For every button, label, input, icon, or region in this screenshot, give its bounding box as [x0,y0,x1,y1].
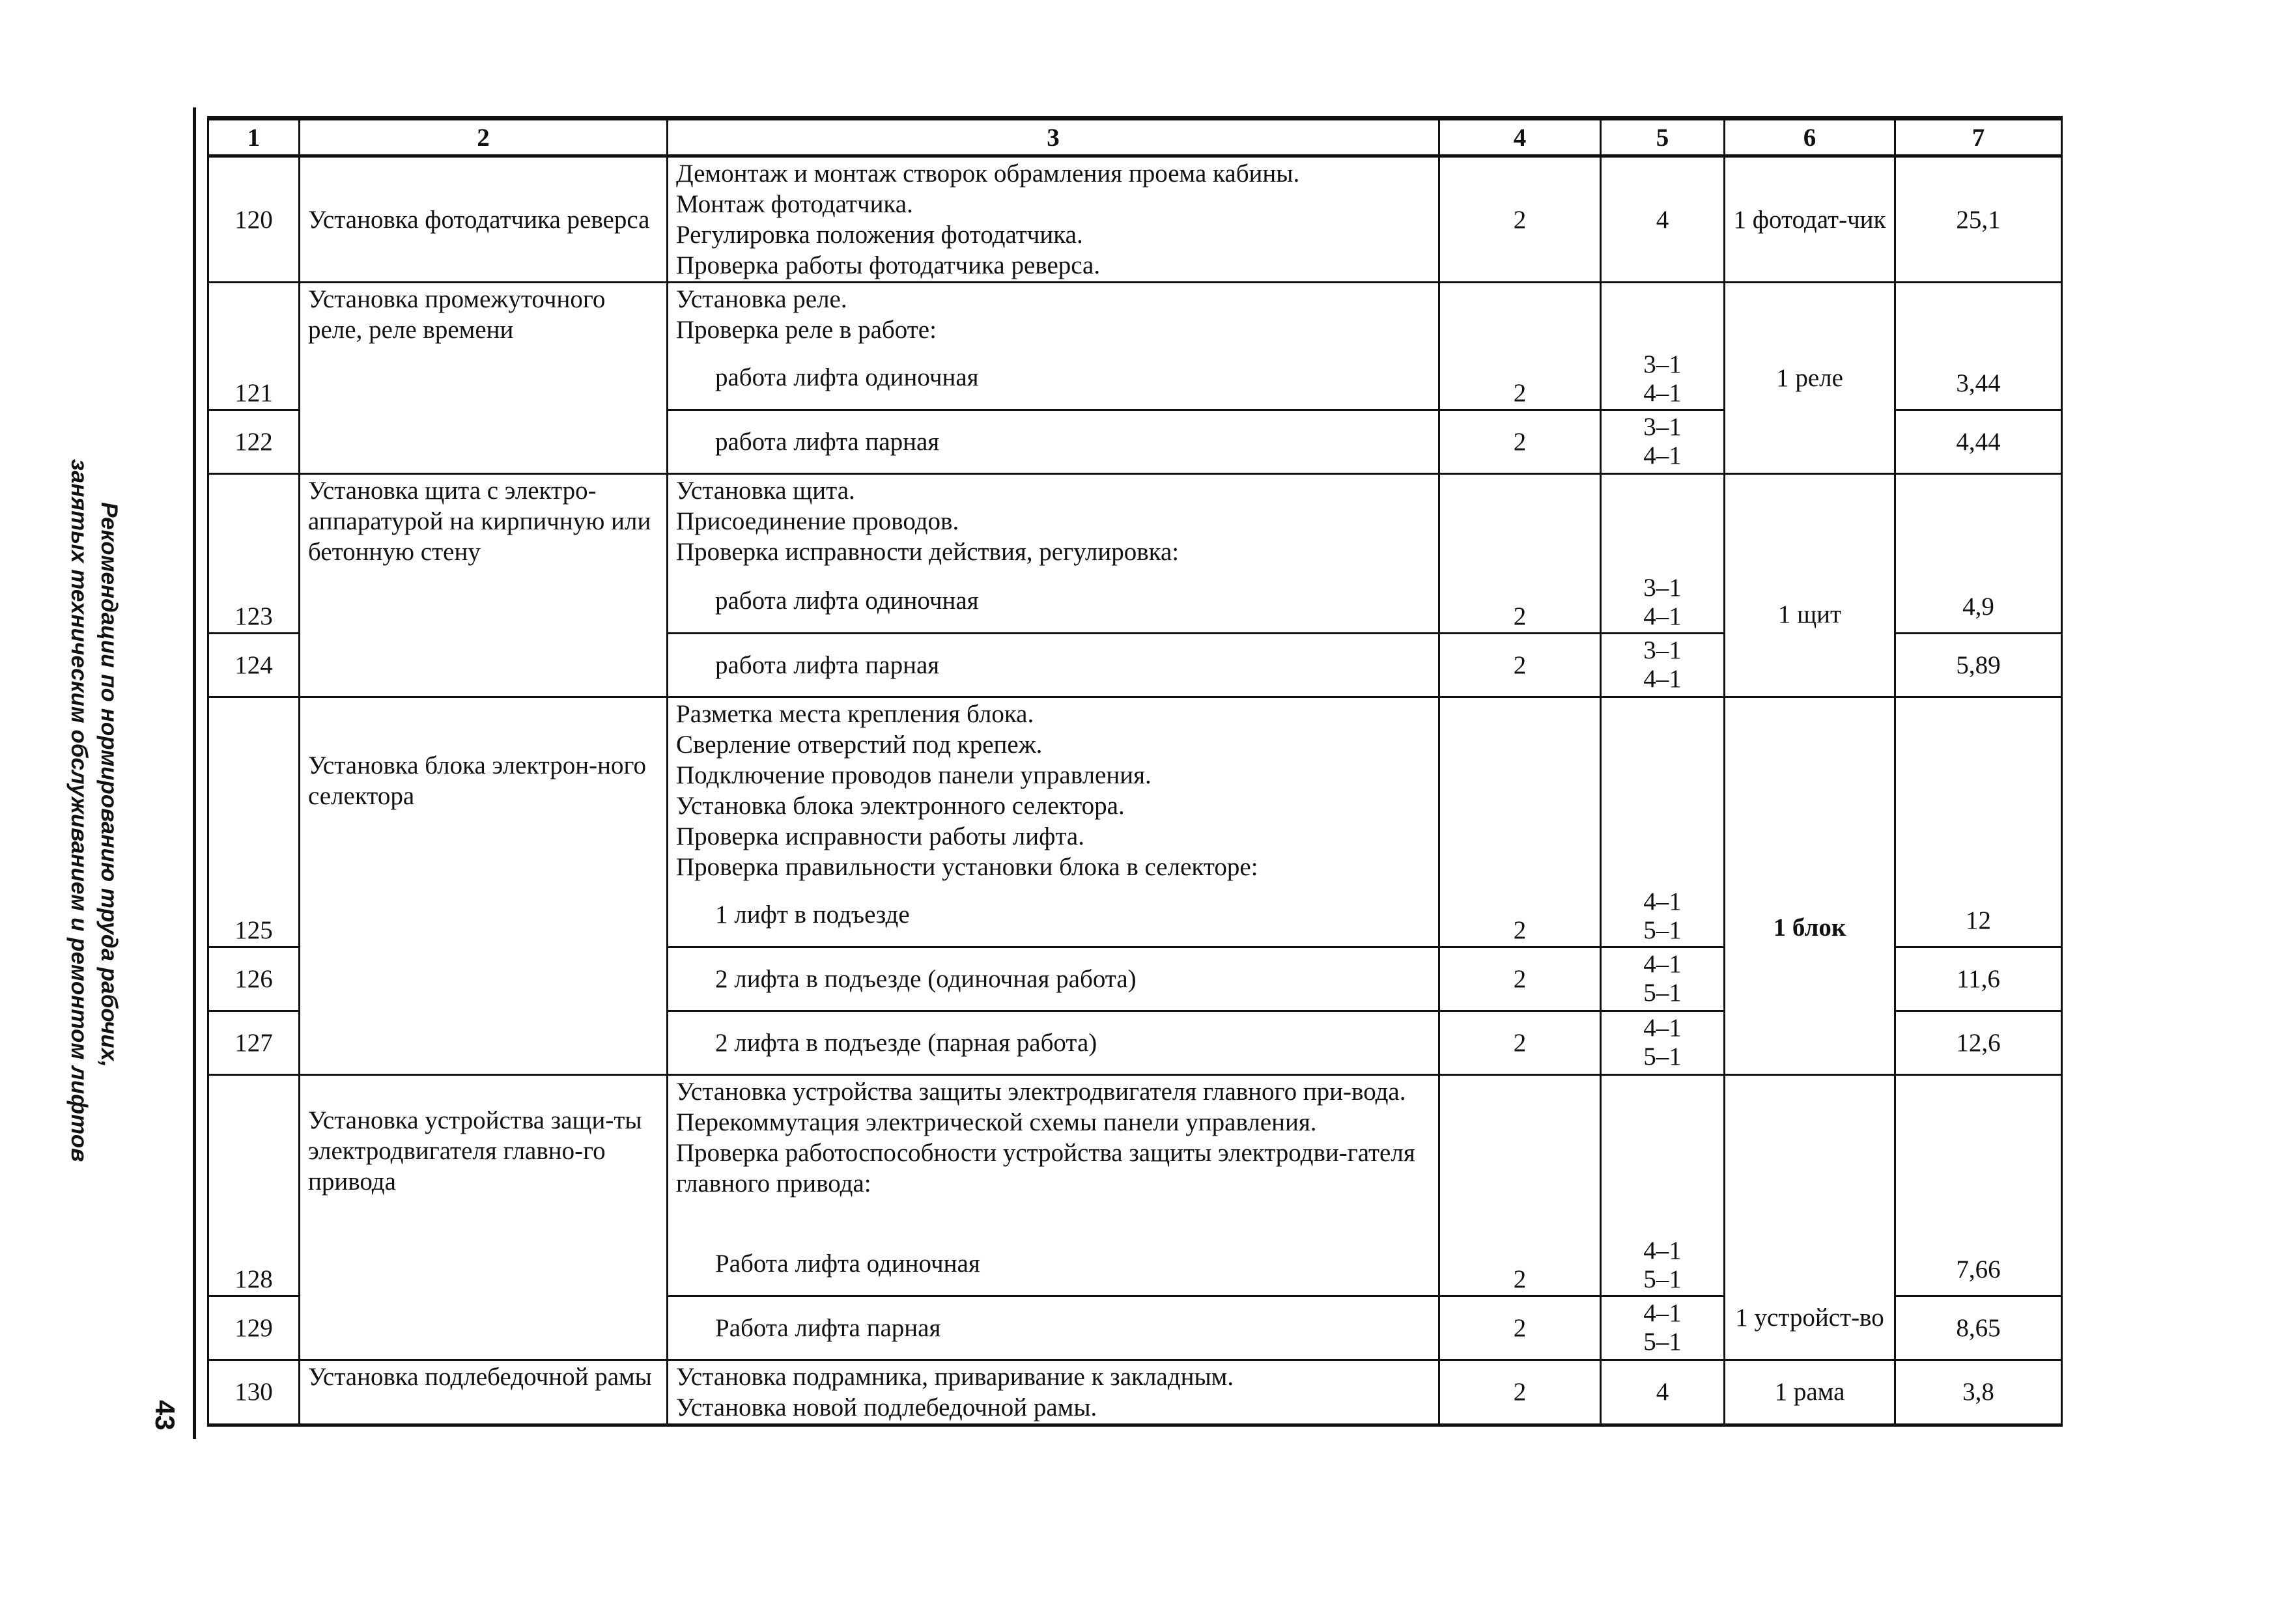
col4-value: 2 [1439,1360,1601,1425]
row-number: 127 [208,1011,300,1074]
col5-bottom: 5–1 [1643,916,1682,944]
header-col-1: 1 [208,119,300,156]
header-col-3: 3 [668,119,1439,156]
col5-top: 4–1 [1643,950,1682,978]
row-number: 122 [208,410,300,473]
work-name: Установка фотодатчика реверса [300,156,668,283]
work-name: Установка промежуточного реле, реле времени [300,283,668,474]
row-number: 124 [208,633,300,697]
row-130 [208,1360,2062,1425]
time-norm: 3,8 [1895,1360,2062,1425]
operation: 2 лифта в подъезде (парная работа) [668,1011,1439,1074]
content-line: Установка блока электронного селектора. [676,791,1125,820]
operation: работа лифта одиночная [668,569,1439,633]
content-line: Проверка исправности работы лифта. [676,822,1084,850]
operation: 1 лифт в подъезде [668,883,1439,947]
time-norm: 12 [1895,697,2062,947]
content-line: Подключение проводов панели управления. [676,761,1152,789]
content-line: Сверление отверстий под крепеж. [676,730,1043,759]
col5-top: 3–1 [1643,573,1682,602]
work-content [668,283,1439,346]
header-col-4: 4 [1439,119,1601,156]
col5-bottom: 5–1 [1643,1043,1682,1071]
work-name: Установка устройства защи-ты электродвигателя главно-го привода [300,1074,668,1360]
time-norm: 3,44 [1895,283,2062,410]
work-content [668,697,1439,883]
content-line: Установка реле. [676,285,847,313]
header-col-7: 7 [1895,119,2062,156]
operation: работа лифта парная [668,633,1439,697]
col5-value [1601,283,1725,410]
content-line: Установка подрамника, приваривание к закладным. [676,1362,1234,1391]
content-line: Установка щита. [676,476,855,505]
col5-bottom: 4–1 [1643,665,1682,693]
content-line: Проверка правильности установки блока в селекторе: [676,852,1258,881]
col5-value [1601,473,1725,633]
work-name: Установка блока электрон-ного селектора [300,697,668,1074]
content-line: Присоединение проводов. [676,507,959,535]
col5-top: 3–1 [1643,350,1682,378]
work-content [668,1360,1439,1425]
content-line: Демонтаж и монтаж створок обрамления проема кабины. [676,160,1300,188]
content-line: Проверка работы фотодатчика реверса. [676,251,1101,279]
page-number: 43 [150,1400,180,1431]
work-content [668,156,1439,283]
work-content [668,473,1439,569]
work-name: Установка подлебедочной рамы [300,1360,668,1425]
margin-rule [193,107,196,1439]
col5-top: 3–1 [1643,413,1682,441]
operation: работа лифта одиночная [668,346,1439,410]
content-line: Перекоммутация электрической схемы панели управления. [676,1108,1317,1136]
row-number: 129 [208,1296,300,1360]
col5-bottom: 4–1 [1643,602,1682,630]
operation: работа лифта парная [668,410,1439,473]
row-number: 123 [208,473,300,633]
col5-bottom: 4–1 [1643,378,1682,407]
header-col-6: 6 [1725,119,1895,156]
col4-value: 2 [1439,947,1601,1011]
col5-value [1601,1074,1725,1296]
col5-bottom: 5–1 [1643,979,1682,1007]
col4-value: 2 [1439,1296,1601,1360]
time-norm: 25,1 [1895,156,2062,283]
col5-value: 4 [1601,1360,1725,1425]
side-title-line-1: Рекомендации по нормированию труда рабочих, [96,502,122,1067]
operation: Работа лифта одиночная [668,1232,1439,1296]
col5-top: 4–1 [1643,1014,1682,1042]
row-number: 125 [208,697,300,947]
row-number: 130 [208,1360,300,1425]
measure-unit: 1 устройст-во [1725,1074,1895,1360]
time-norm: 12,6 [1895,1011,2062,1074]
col4-value: 2 [1439,473,1601,633]
content-line: Проверка реле в работе: [676,316,937,344]
col5-top: 3–1 [1643,636,1682,664]
content-line: Проверка работоспособности устройства защиты электродви-гателя главного привода: [676,1138,1415,1197]
col5-value [1601,633,1725,697]
work-content [668,1074,1439,1232]
measure-unit: 1 реле [1725,283,1895,474]
col5-bottom: 5–1 [1643,1328,1682,1356]
col4-value: 2 [1439,697,1601,947]
measure-unit: 1 фотодат-чик [1725,156,1895,283]
side-title-line-2: занятых техническим обслуживанием и ремонтом лифтов [66,459,92,1162]
header-row [208,119,2062,156]
row-number: 126 [208,947,300,1011]
row-121-intro [208,283,2062,346]
content-line: Регулировка положения фотодатчика. [676,221,1083,249]
col5-bottom: 5–1 [1643,1265,1682,1293]
work-name: Установка щита с электро-аппаратурой на кирпичную или бетонную стену [300,473,668,697]
measure-unit: 1 блок [1725,697,1895,1074]
col4-value: 2 [1439,1074,1601,1296]
row-128-intro [208,1074,2062,1232]
content-line: Монтаж фотодатчика. [676,190,913,218]
row-number: 121 [208,283,300,410]
col4-value: 2 [1439,1011,1601,1074]
measure-unit: 1 рама [1725,1360,1895,1425]
col5-top: 4–1 [1643,887,1682,916]
header-col-5: 5 [1601,119,1725,156]
col4-value: 2 [1439,633,1601,697]
content-line: Установка новой подлебедочной рамы. [676,1393,1097,1421]
col4-value: 2 [1439,283,1601,410]
norms-table [207,116,2063,1427]
col5-value [1601,697,1725,947]
row-number: 128 [208,1074,300,1296]
operation: Работа лифта парная [668,1296,1439,1360]
row-120 [208,156,2062,283]
side-running-title [64,459,124,1162]
operation: 2 лифта в подъезде (одиночная работа) [668,947,1439,1011]
time-norm: 4,44 [1895,410,2062,473]
time-norm: 5,89 [1895,633,2062,697]
col5-value [1601,1011,1725,1074]
content-line: Проверка исправности действия, регулировка: [676,537,1180,566]
col4-value: 2 [1439,156,1601,283]
col5-value: 4 [1601,156,1725,283]
col5-bottom: 4–1 [1643,441,1682,469]
row-123-intro [208,473,2062,569]
col5-value [1601,947,1725,1011]
col5-top: 4–1 [1643,1236,1682,1265]
time-norm: 11,6 [1895,947,2062,1011]
measure-unit: 1 щит [1725,473,1895,697]
header-col-2: 2 [300,119,668,156]
content-line: Разметка места крепления блока. [676,699,1034,728]
time-norm: 4,9 [1895,473,2062,633]
row-number: 120 [208,156,300,283]
col5-top: 4–1 [1643,1299,1682,1327]
content-line: Установка устройства защиты электродвигателя главного при-вода. [676,1077,1406,1106]
time-norm: 7,66 [1895,1074,2062,1296]
col5-value [1601,410,1725,473]
col4-value: 2 [1439,410,1601,473]
time-norm: 8,65 [1895,1296,2062,1360]
row-125-intro [208,697,2062,883]
col5-value [1601,1296,1725,1360]
